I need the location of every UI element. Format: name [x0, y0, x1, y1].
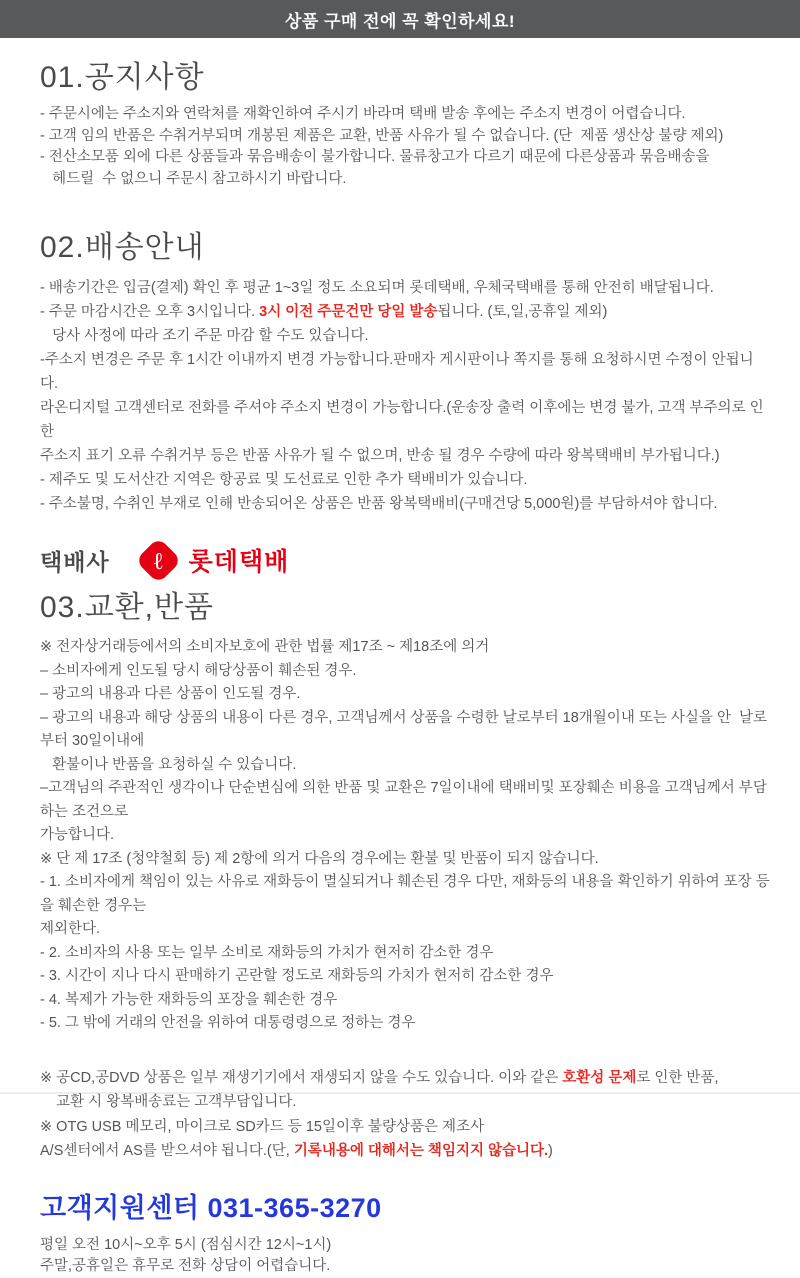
text-line: - 주문 마감시간은 오후 3시입니다. 3시 이전 주문건만 당일 발송됩니다. (토,일,공휴일 제외)	[40, 304, 608, 320]
text-line: -주소지 변경은 주문 후 1시간 이내까지 변경 가능합니다.판매자 게시판이나 쪽지를 통해 요청하시면 수정이 안됩니다.	[40, 352, 754, 392]
text-line: - 주소불명, 수취인 부재로 인해 반송되어온 상품은 반품 왕복택배비(구매건당 5,000원)를 부담하셔야 합니다.	[40, 496, 718, 512]
text-line: A/S센터에서 AS를 받으셔야 됩니다.(단, 기록내용에 대해서는 책임지지 않습니다.)	[40, 1143, 553, 1159]
text-line: 가능합니다.	[40, 827, 115, 843]
section-extra-notice	[40, 1066, 770, 1164]
text-line: - 제주도 및 도서산간 지역은 항공료 및 도선료로 인한 추가 택배비가 있습니다.	[40, 472, 528, 488]
support-hours: 평일 오전 10시~오후 5시 (점심시간 12시~1시)	[40, 1236, 332, 1253]
highlighted-text: 기록내용에 대해서는 책임지지 않습니다.	[293, 1143, 549, 1159]
text-line: ※ 전자상거래등에서의 소비자보호에 관한 법률 제17조 ~ 제18조에 의거	[40, 639, 490, 655]
text-line: - 주문시에는 주소지와 연락처를 재확인하여 주시기 바라며 택배 발송 후에는 주소지 변경이 어렵습니다.	[40, 106, 686, 122]
text-line: 주소지 표기 오류 수취거부 등은 반품 사유가 될 수 없으며, 반송 될 경우 수량에 따라 왕복택배비 부가됩니다.)	[40, 448, 720, 464]
text-line: –고객님의 주관적인 생각이나 단순변심에 의한 반품 및 교환은 7일이내에 택배비및 포장훼손 비용을 고객님께서 부담하는 조건으로	[40, 780, 767, 820]
text-line: - 4. 복제가 가능한 재화등의 포장을 훼손한 경우	[40, 991, 338, 1008]
lotte-logo-icon	[135, 537, 182, 584]
text-line: ※ 단 제 17조 (청약철회 등) 제 2항에 의거 다음의 경우에는 환불 및 반품이 되지 않습니다.	[40, 850, 599, 867]
highlighted-text: 3시 이전 주문건만 당일 발송	[259, 304, 438, 320]
text-line: - 고객 임의 반품은 수취거부되며 개봉된 제품은 교환, 반품 사유가 될 수 없습니다. (단 제품 생산상 불량 제외)	[40, 127, 724, 144]
section-title-notice: 01.공지사항	[40, 61, 205, 94]
text-line: – 광고의 내용과 다른 상품이 인도될 경우.	[40, 686, 301, 702]
text-line: - 전산소모품 외에 다른 상품들과 묶음배송이 불가합니다. 물류창고가 다르기 때문에 다른상품과 묶음배송을	[40, 149, 710, 165]
text-line: - 1. 소비자에게 책임이 있는 사유로 재화등이 멸실되거나 훼손된 경우 다만, 재화등의 내용을 확인하기 위하여 포장 등을 훼손한 경우는	[40, 874, 770, 914]
text-line: 교환 시 왕복배송료는 고객부담입니다.	[40, 1094, 297, 1110]
text-line: ※ OTG USB 메모리, 마이크로 SD카드 등 15일이후 불량상품은 제조사	[40, 1118, 485, 1135]
section-support	[40, 1186, 770, 1278]
text-line: 당사 사정에 따라 조기 주문 마감 할 수도 있습니다.	[40, 328, 369, 344]
text-line: - 3. 시간이 지나 다시 판매하기 곤란할 정도로 재화등의 가치가 현저히 감소한 경우	[40, 968, 554, 984]
text-line: - 5. 그 밖에 거래의 안전을 위하여 대통령령으로 정하는 경우	[40, 1015, 416, 1031]
exchange-body	[40, 636, 770, 1036]
support-closed-notice: 주말,공휴일은 휴무로 전화 상담이 어렵습니다.	[40, 1258, 331, 1274]
text-line: – 소비자에게 인도될 당시 해당상품이 훼손된 경우.	[40, 662, 357, 679]
text-line: 환불이나 반품을 요청하실 수 있습니다.	[40, 756, 297, 773]
text-line: – 광고의 내용과 해당 상품의 내용이 다른 경우, 고객님께서 상품을 수령한 날로부터 18개월이내 또는 사실을 안 날로부터 30일이내에	[40, 709, 768, 749]
section-shipping	[40, 230, 770, 516]
lotte-logo-glyph: ℓ	[153, 545, 163, 574]
text-line: 라온디지털 고객센터로 전화를 주셔야 주소지 변경이 가능합니다.(운송장 출력 이후에는 변경 불가, 고객 부주의로 인한	[40, 400, 764, 440]
highlighted-text: 호환성 문제	[562, 1069, 637, 1086]
text-line: ※ 공CD,공DVD 상품은 일부 재생기기에서 재생되지 않을 수도 있습니다. 이와 같은 호환성 문제로 인한 반품,	[40, 1069, 719, 1086]
text-line: - 2. 소비자의 사용 또는 일부 소비로 재화등의 가치가 현저히 감소한 경우	[40, 944, 494, 961]
header-title: 상품 구매 전에 꼭 확인하세요!	[284, 11, 516, 31]
section-notice	[40, 60, 770, 190]
shipping-body	[40, 276, 770, 516]
text-line: - 배송기간은 입금(결제) 확인 후 평균 1~3일 정도 소요되며 롯데택배, 우체국택배를 통해 안전히 배달됩니다.	[40, 280, 714, 296]
courier-brand-name: 롯데택배	[188, 548, 290, 576]
page-content	[0, 60, 800, 1278]
section-title-exchange: 03.교환,반품	[40, 591, 214, 624]
header-bar	[0, 0, 800, 38]
support-center-title: 고객지원센터 031-365-3270	[40, 1192, 382, 1223]
courier-label: 택배사	[40, 548, 110, 575]
courier-row	[40, 538, 770, 582]
extra-notice-body	[40, 1066, 770, 1164]
text-line: 헤드릴 수 없으니 주문시 참고하시기 바랍니다.	[40, 170, 347, 187]
section-exchange	[40, 590, 770, 1036]
section-title-shipping: 02.배송안내	[40, 231, 205, 264]
text-line: 제외한다.	[40, 921, 101, 937]
notice-body	[40, 104, 770, 190]
